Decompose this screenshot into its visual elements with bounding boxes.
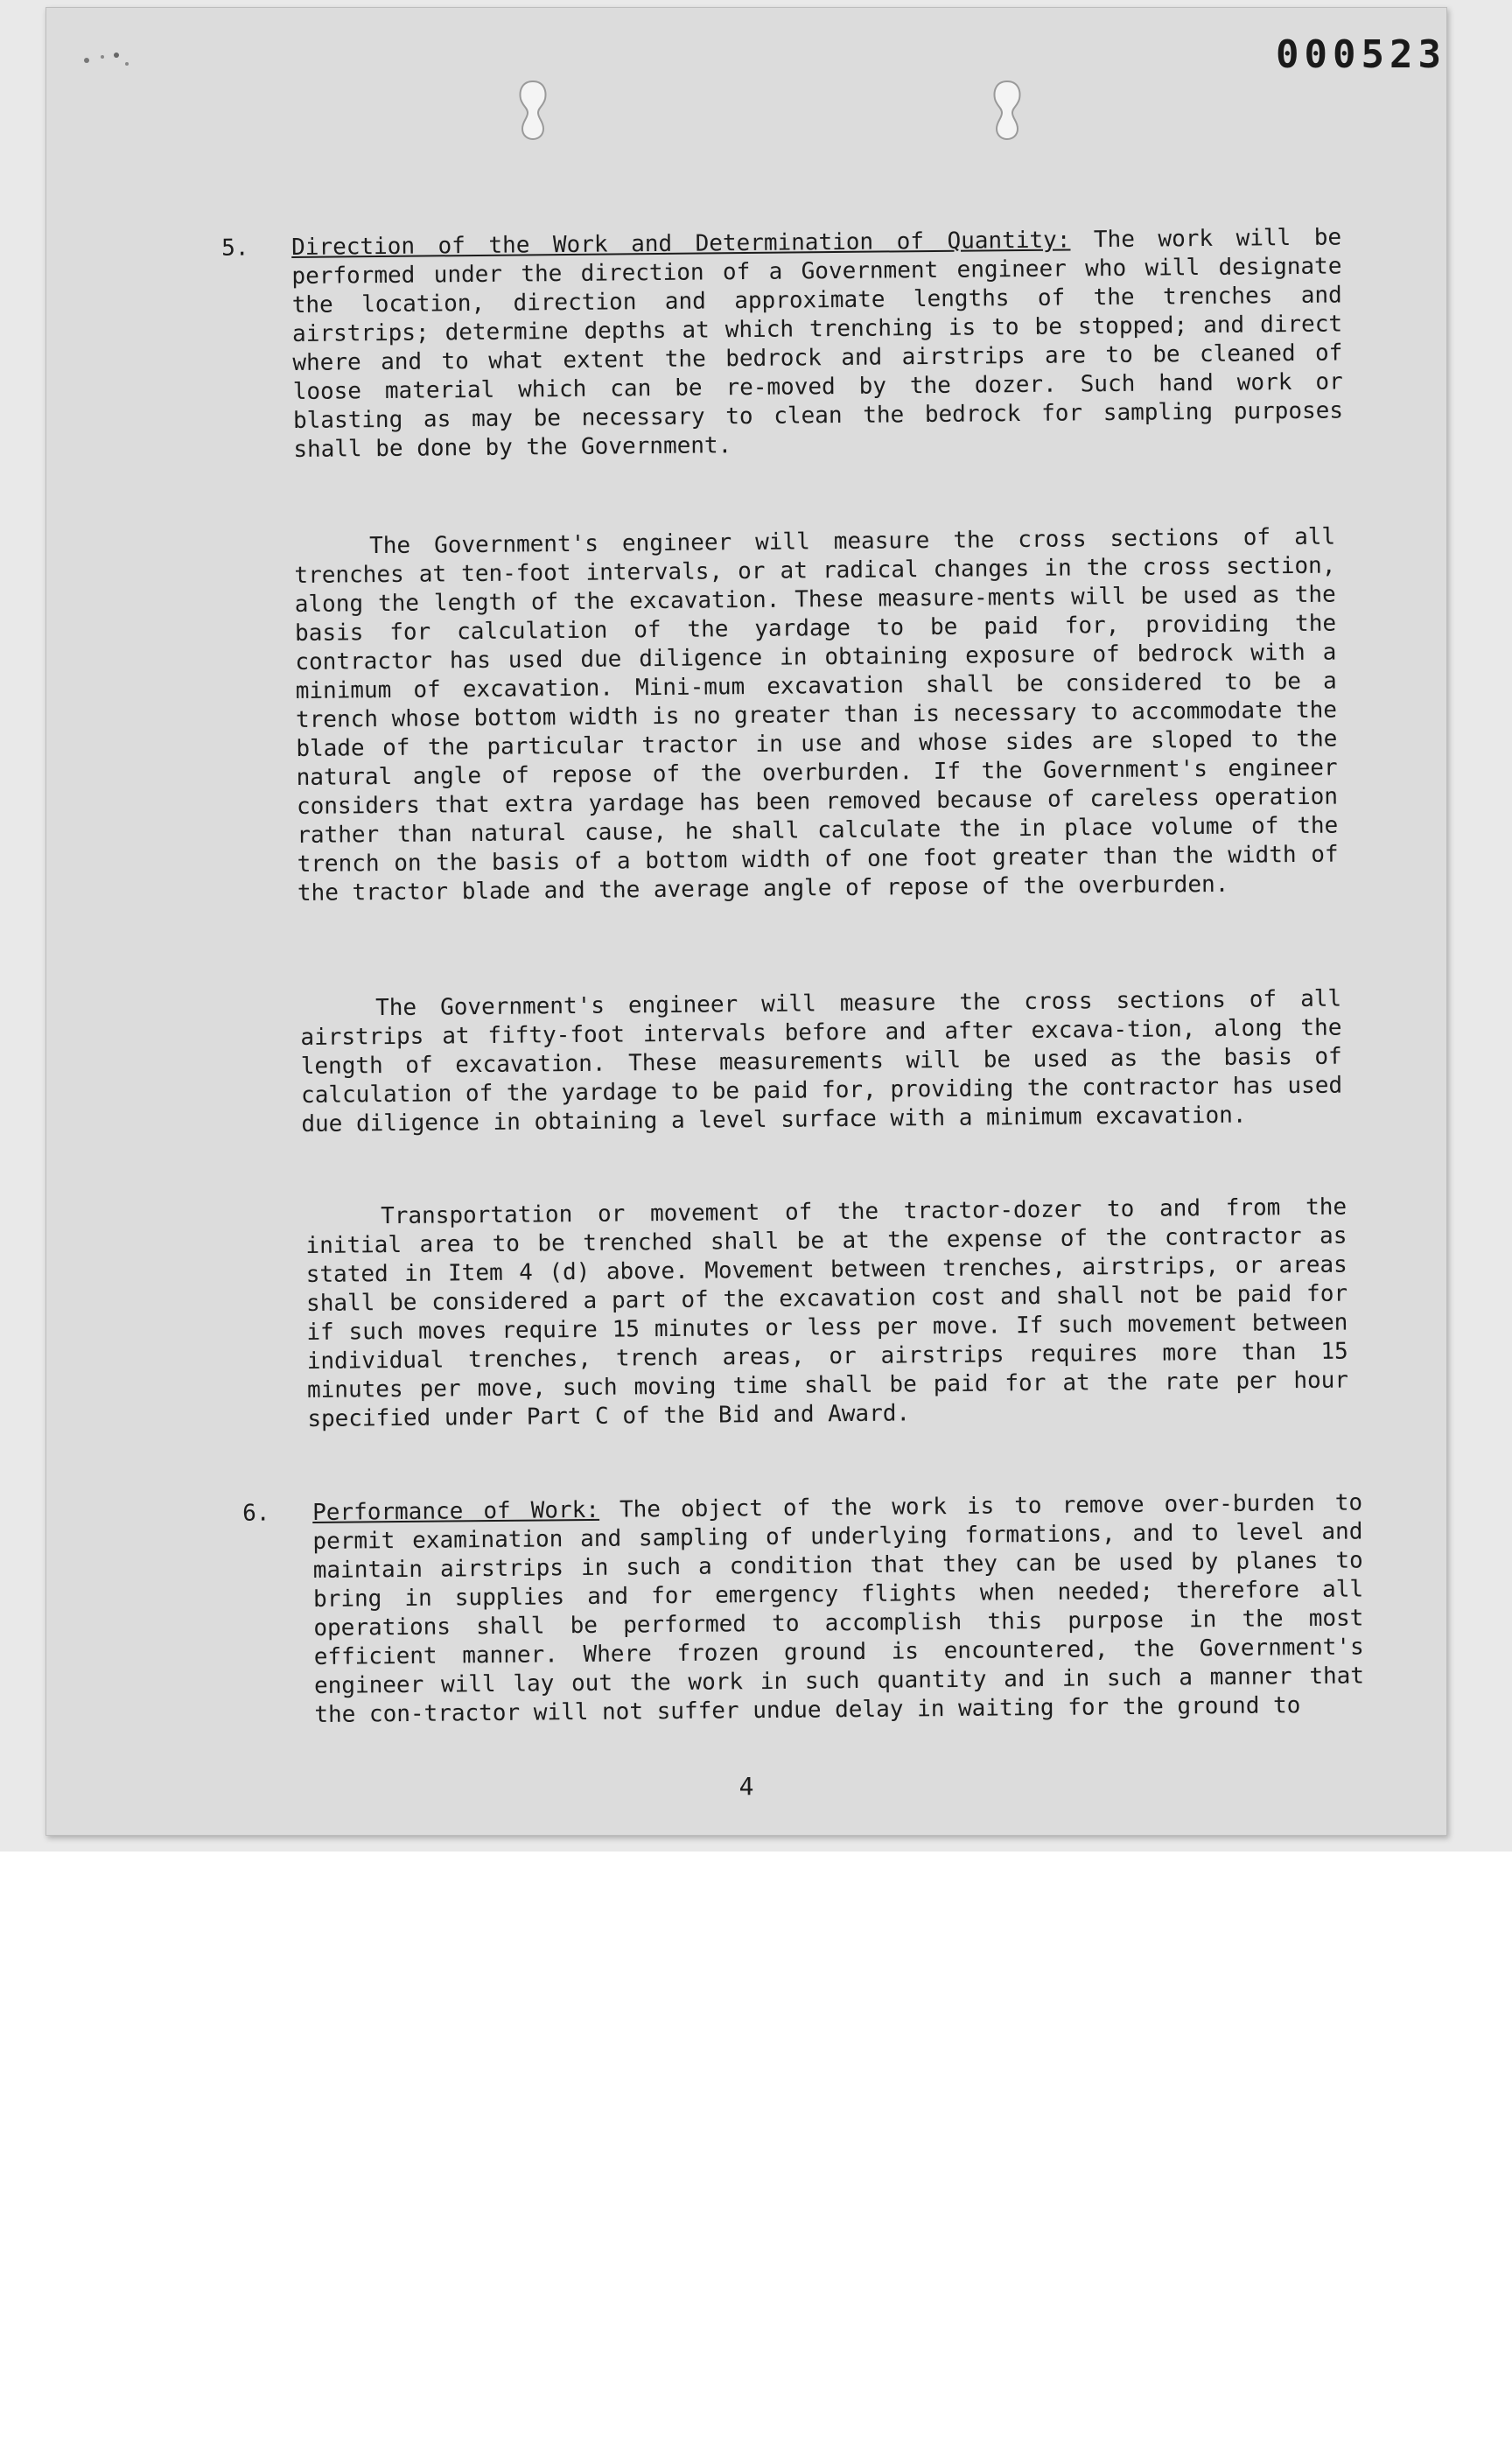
paragraph-text: The Government's engineer will measure the cross sections of all airstrips at fifty-foot intervals before and after excava-tion, along the length of excavation. These measurements will be used as the basis of calculation of the yardage to be paid for, providing the contractor has used due diligence in obtaining a level surface with a minimum excavation. <box>300 985 1343 1138</box>
paragraph-trench-cross-sections <box>294 523 1339 908</box>
section-heading: Performance of Work: <box>312 1496 600 1526</box>
section-body: The object of the work is to remove over-burden to permit examination and sampling of underlying formations, and to level and maintain airstrips in such a condition that they can be used by planes to bring in supplies and for emergency flights when needed; therefore all operations shall be performed to accomplish this purpose in the most efficient manner. Where frozen ground is encountered, the Government's engineer will lay out the work in such quantity and in such a manner that the con-tractor will not suffer undue delay in waiting for the ground to <box>312 1489 1365 1728</box>
section-body: The work will be performed under the direction of a Government engineer who will designate the location, direction and approximate lengths of the trenches and airstrips; determine depths at which trenching is to be stopped; and direct where and to what extent the bedrock and airstrips are to be cleaned of loose material which can be re-moved by the dozer. Such hand work or blasting as may be necessary to clean the bedrock for sampling purposes shall be done by the Government. <box>291 224 1344 463</box>
section-heading: Direction of the Work and Determination of Quantity: <box>291 227 1071 261</box>
document-page <box>46 7 1447 1836</box>
document-control-number: 000523 <box>1276 32 1446 77</box>
page-number: 4 <box>738 1772 754 1801</box>
section-number: 6. <box>242 1500 270 1527</box>
punch-hole-right <box>991 78 1023 141</box>
paragraph-text: Transportation or movement of the tractor-dozer to and from the initial area to be trenched shall be at the expense of the contractor as stated in Item 4 (d) above. Movement between trenches, airstrips, or areas shall be considered a part of the excavation cost and shall not be paid for if such moves require 15 minutes or less per move. If such movement between individual trenches, trench areas, or airstrips requires more than 15 minutes per move, such moving time shall be paid for at the rate per hour specified under Part C of the Bid and Award. <box>305 1194 1349 1432</box>
punch-hole-left <box>517 78 549 141</box>
section-number: 5. <box>221 234 249 262</box>
paragraph-airstrip-cross-sections <box>300 985 1343 1139</box>
paragraph-text: The Government's engineer will measure the cross sections of all trenches at ten-foot intervals, or at radical changes in the cross section, along the length of the excavation. These measure-ments will be used as the basis for calculation of the yardage to be paid for, providing the contractor has used due diligence in obtaining exposure of bedrock with a minimum of excavation. Mini-mum excavation shall be considered to be a trench whose bottom width is no greater than is necessary to accommodate the blade of the particular tractor in use and whose sides are sloped to the natural angle of repose of the overburden. If the Government's engineer considers that extra yardage has been removed because of careless operation rather than natural cause, he shall calculate the in place volume of the trench on the basis of a bottom width of one foot greater than the width of the tractor blade and the average angle of repose of the overburden. <box>294 523 1339 906</box>
section-5 <box>221 223 1344 465</box>
section-6 <box>242 1488 1365 1730</box>
paragraph-transportation <box>305 1194 1348 1434</box>
margin-smudge-mark <box>76 43 155 78</box>
